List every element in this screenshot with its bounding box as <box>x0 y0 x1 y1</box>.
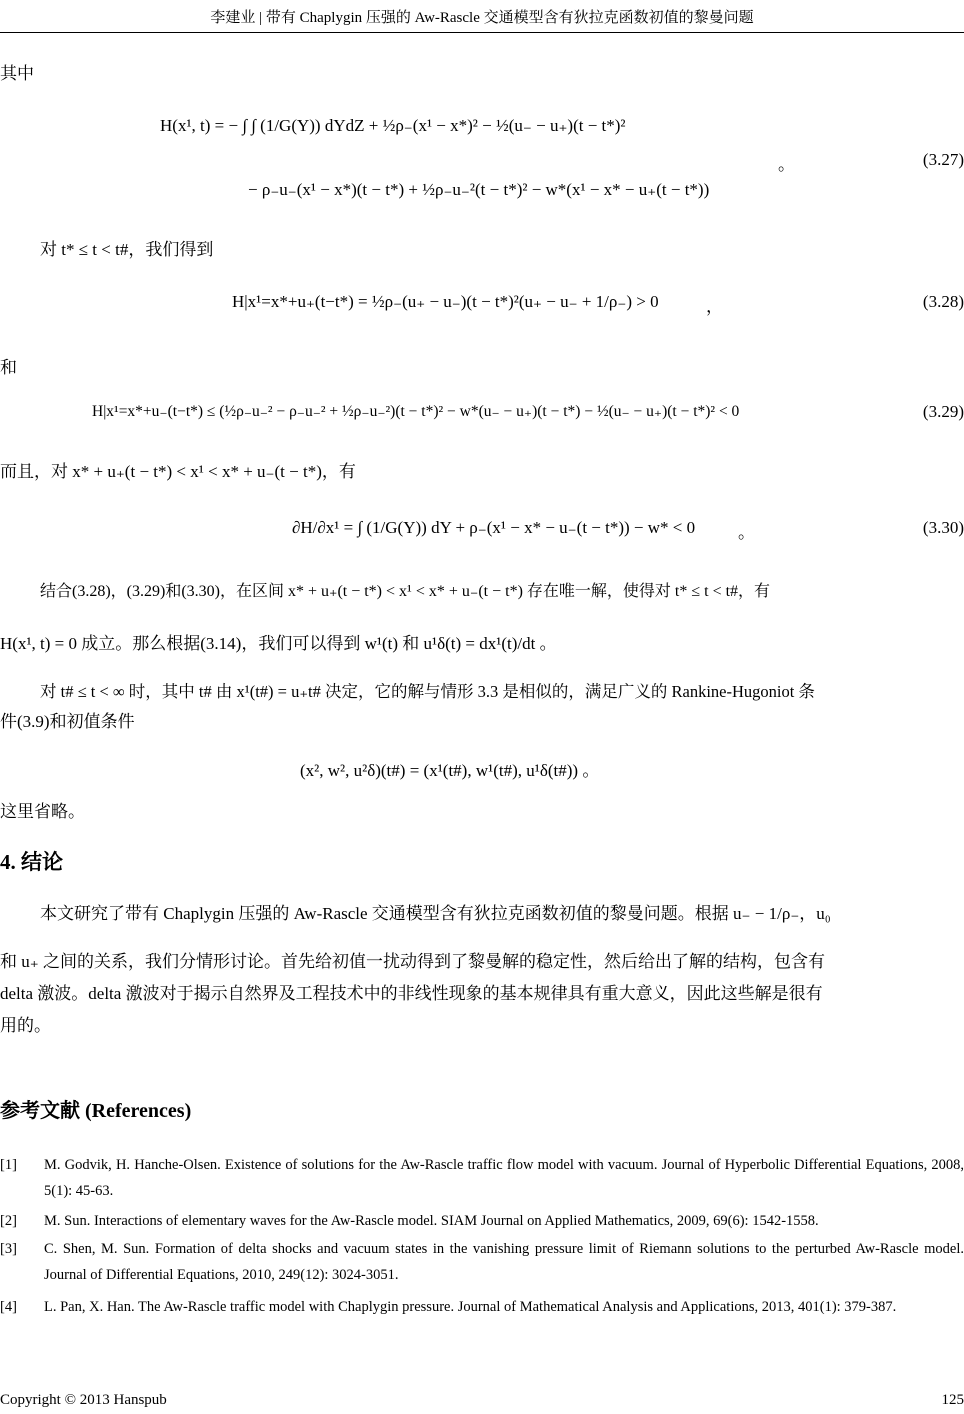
reference-text: M. Sun. Interactions of elementary waves for the Aw-Rascle model. SIAM Journal on Applied Mathematics, 2009, 69(6): 1542-1558. <box>44 1213 819 1229</box>
eq-3-29-body: H|x¹=x*+u₋(t−t*) ≤ (½ρ₋u₋² − ρ₋u₋² + ½ρ₋u₋²)(t − t*)² − w*(u₋ − u₊)(t − t*) − ½(u₋ − u₊)(t − t*)² < 0 <box>92 403 740 420</box>
conclusion-line4: 用的。 <box>0 1016 51 1035</box>
reference-item <box>0 1208 964 1234</box>
eq-3-28-body: H|x¹=x*+u₊(t−t*) = ½ρ₋(u₊ − u₋)(t − t*)²(u₊ − u₋ + 1/ρ₋) > 0 <box>232 292 659 311</box>
eq-initial-condition: (x², w², u²δ)(t#) = (x¹(t#), w¹(t#), u¹δ(t#)) 。 <box>300 761 600 780</box>
paragraph-and: 和 <box>0 358 17 377</box>
conclusion-line1: 本文研究了带有 Chaplygin 压强的 Aw-Rascle 交通模型含有狄拉克函数初值的黎曼问题。根据 u₋ − 1/ρ₋，u₀ <box>40 904 831 923</box>
eq-3-30-tail: 。 <box>738 523 755 542</box>
paragraph-case-line2: 件(3.9)和初值条件 <box>0 712 135 731</box>
reference-number: [4] <box>0 1299 17 1315</box>
eq-3-30-number: (3.30) <box>922 518 964 537</box>
reference-number: [1] <box>0 1157 17 1173</box>
paragraph-t-range: 对 t* ≤ t < t#，我们得到 <box>40 240 214 259</box>
eq-3-28-tail: ， <box>706 297 723 316</box>
eq-3-30-body: ∂H/∂x¹ = ∫ (1/G(Y)) dY + ρ₋(x¹ − x* − u₋(t − t*)) − w* < 0 <box>292 518 696 537</box>
eq-3-29-number: (3.29) <box>922 402 964 421</box>
running-header: 李建业 | 带有 Chaplygin 压强的 Aw-Rascle 交通模型含有狄拉克函数初值的黎曼问题 <box>210 10 754 26</box>
paragraph-combine-line1: 结合(3.28)，(3.29)和(3.30)，在区间 x* + u₊(t − t*) < x¹ < x* + u₋(t − t*) 存在唯一解，使得对 t* ≤ t < t#，有 <box>40 583 771 600</box>
eq-3-27-line2: − ρ₋u₋(x¹ − x*)(t − t*) + ½ρ₋u₋²(t − t*)² − w*(x¹ − x* − u₊(t − t*)) <box>248 180 710 199</box>
references-title: 参考文献 (References) <box>0 1100 192 1122</box>
reference-number: [3] <box>0 1241 17 1257</box>
eq-3-27-number: (3.27) <box>922 150 964 169</box>
eq-3-27-line1: H(x¹, t) = − ∫ ∫ (1/G(Y)) dYdZ + ½ρ₋(x¹ − x*)² − ½(u₋ − u₊)(t − t*)² <box>160 116 626 135</box>
header-rule <box>0 32 964 33</box>
intro-text: 其中 <box>0 64 34 83</box>
paragraph-omitted: 这里省略。 <box>0 802 85 821</box>
conclusion-line2: 和 u₊ 之间的关系，我们分情形讨论。首先给初值一扰动得到了黎曼解的稳定性，然后给出了解的结构，包含有 <box>0 952 825 971</box>
eq-3-27-tail: 。 <box>778 155 795 174</box>
reference-item <box>0 1236 964 1288</box>
conclusion-line3: delta 激波。delta 激波对于揭示自然界及工程技术中的非线性现象的基本规律具有重大意义，因此这些解是很有 <box>0 984 823 1003</box>
reference-text: C. Shen, M. Sun. Formation of delta shocks and vacuum states in the vanishing pressure limit of Riemann solutions to the perturbed Aw-Rascle model. Journal of Differential Equations, 2010, 249(12): 3024-3051. <box>44 1241 964 1283</box>
reference-item <box>0 1152 964 1204</box>
reference-text: L. Pan, X. Han. The Aw-Rascle traffic model with Chaplygin pressure. Journal of Mathematical Analysis and Applications, 2013, 401(1): 379-387. <box>44 1299 897 1315</box>
footer-copyright: Copyright © 2013 Hanspub <box>0 1392 167 1408</box>
eq-3-28-number: (3.28) <box>922 292 964 311</box>
paragraph-combine-line2: H(x¹, t) = 0 成立。那么根据(3.14)，我们可以得到 w¹(t) 和 u¹δ(t) = dx¹(t)/dt 。 <box>0 634 557 653</box>
reference-text: M. Godvik, H. Hanche-Olsen. Existence of solutions for the Aw-Rascle traffic flow model with vacuum. Journal of Hyperbolic Differential Equations, 2008, 5(1): 45-63. <box>44 1157 964 1199</box>
reference-number: [2] <box>0 1213 17 1229</box>
footer-page-number: 125 <box>941 1392 964 1408</box>
section-4-title: 4. 结论 <box>0 850 63 874</box>
paragraph-case-line1: 对 t# ≤ t < ∞ 时，其中 t# 由 x¹(t#) = u₊t# 决定，它的解与情形 3.3 是相似的，满足广义的 Rankine-Hugoniot 条 <box>40 682 815 701</box>
paragraph-interval: 而且，对 x* + u₊(t − t*) < x¹ < x* + u₋(t − t*)，有 <box>0 462 356 481</box>
reference-item <box>0 1294 964 1346</box>
